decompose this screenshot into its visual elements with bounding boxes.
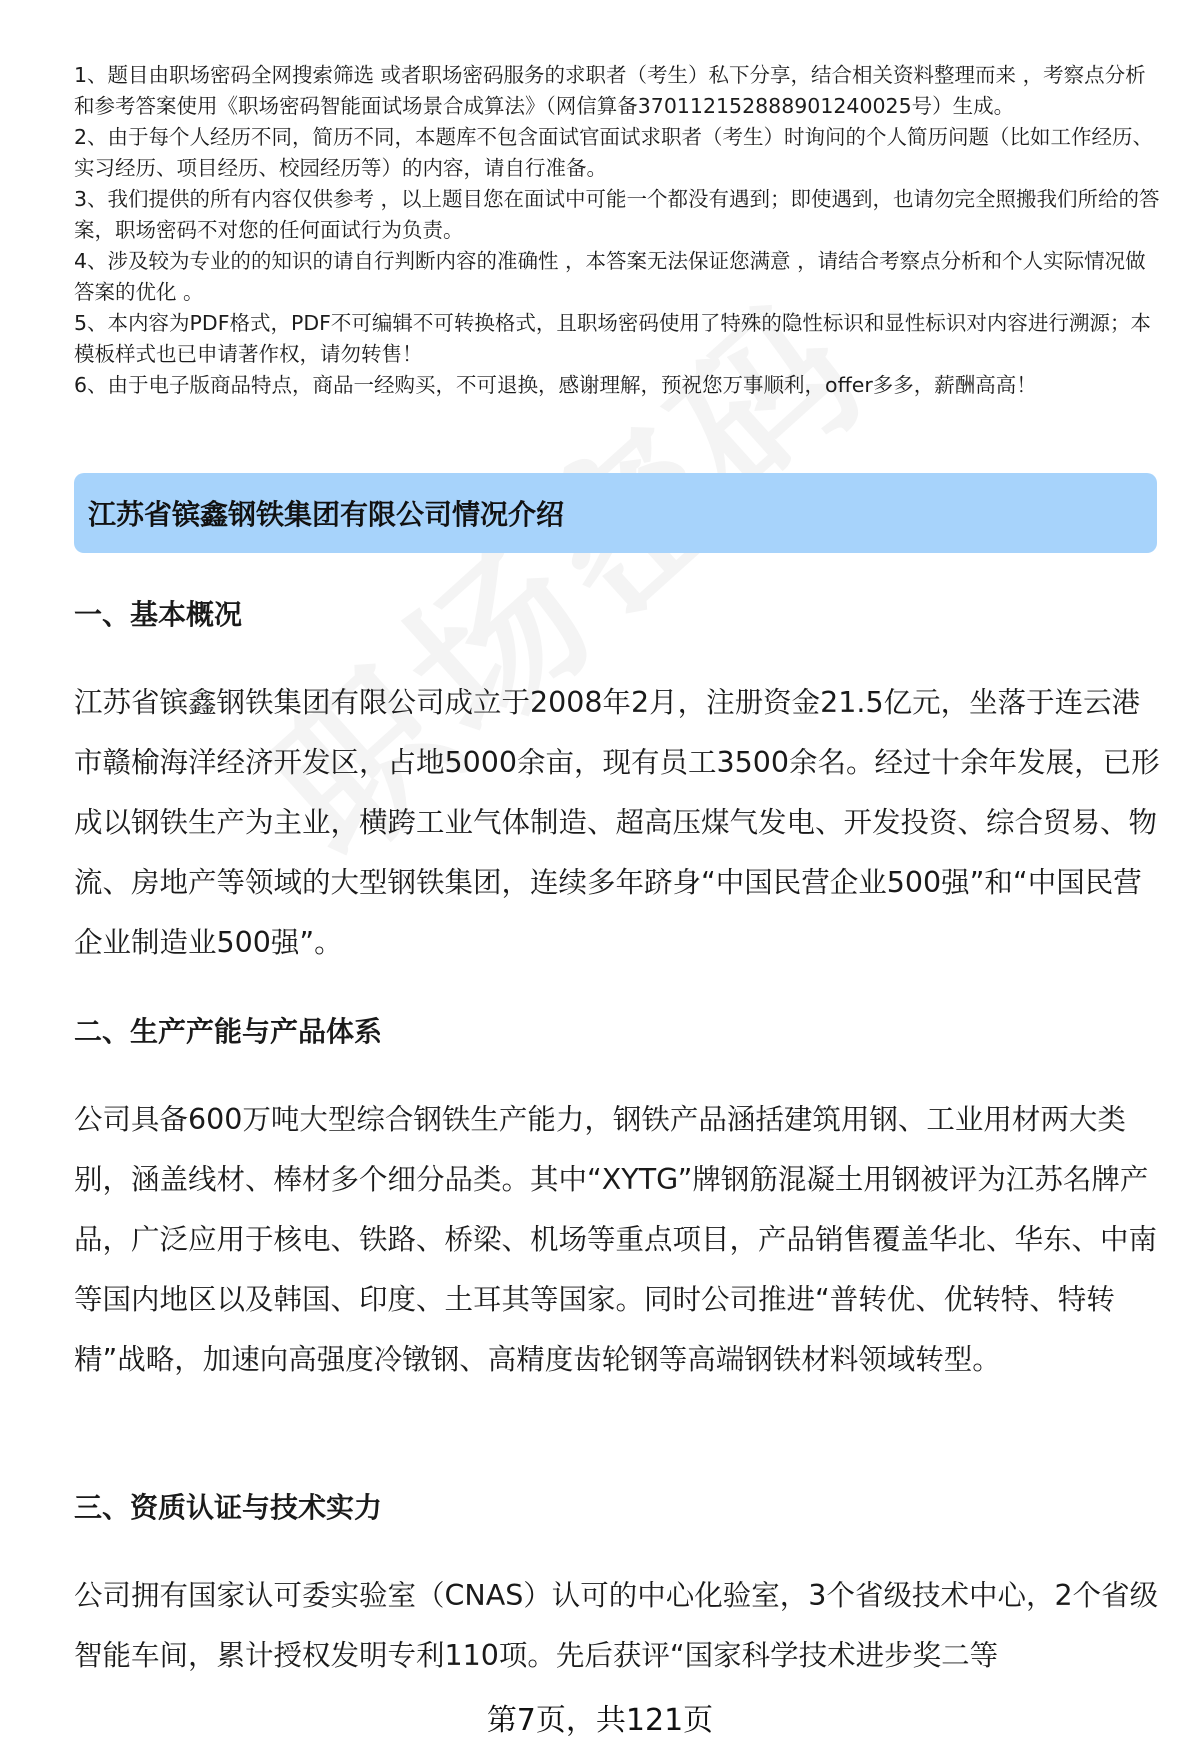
section-heading-overview: 一、基本概况 (74, 598, 243, 631)
section-body-certification: 公司拥有国家认可委实验室（CNAS）认可的中心化验室，3个省级技术中心，2个省级智能车间，累计授权发明专利110项。先后获评“国家科学技术进步奖二等 (74, 1579, 1159, 1672)
page-number: 第7页，共121页 (486, 1703, 714, 1738)
notice-item: 5、本内容为PDF格式，PDF不可编辑不可转换格式，且职场密码使用了特殊的隐性标识和显性标识对内容进行溯源；本模板样式也已申请著作权，请勿转售！ (74, 311, 1151, 366)
section-body-capacity: 公司具备600万吨大型综合钢铁生产能力，钢铁产品涵括建筑用钢、工业用材两大类别，涵盖线材、棒材多个细分品类。其中“XYTG”牌钢筋混凝土用钢被评为江苏名牌产品，广泛应用于核电、铁路、桥梁、机场等重点项目，产品销售覆盖华北、华东、中南等国内地区以及韩国、印度、土耳其等国家。同时公司推进“普转优、优转特、特转精”战略，加速向高强度冷镦钢、高精度齿轮钢等高端钢铁材料领域转型。 (74, 1103, 1158, 1376)
section-banner (74, 473, 1157, 553)
notice-item: 6、由于电子版商品特点，商品一经购买，不可退换，感谢理解，预祝您万事顺利，offer多多，薪酬高高！ (74, 373, 1037, 397)
notice-item: 1、题目由职场密码全网搜索筛选 或者职场密码服务的求职者（考生）私下分享，结合相关资料整理而来 ，考察点分析和参考答案使用《职场密码智能面试场景合成算法》（网信算备370112152888901240025号）生成。 (74, 63, 1146, 118)
notice-item: 3、我们提供的所有内容仅供参考 ，以上题目您在面试中可能一个都没有遇到；即使遇到，也请勿完全照搬我们所给的答案，职场密码不对您的任何面试行为负责。 (74, 187, 1160, 242)
section-heading-certification: 三、资质认证与技术实力 (74, 1491, 383, 1524)
notice-item: 2、由于每个人经历不同，简历不同，本题库不包含面试官面试求职者（考生）时询问的个人简历问题（比如工作经历、实习经历、项目经历、校园经历等）的内容，请自行准备。 (74, 125, 1154, 180)
section-heading-capacity: 二、生产产能与产品体系 (74, 1015, 383, 1048)
banner-title: 江苏省镔鑫钢铁集团有限公司情况介绍 (88, 498, 565, 531)
notice-item: 4、涉及较为专业的的知识的请自行判断内容的准确性 ，本答案无法保证您满意 ，请结合考察点分析和个人实际情况做答案的优化 。 (74, 249, 1146, 304)
section-body-overview: 江苏省镔鑫钢铁集团有限公司成立于2008年2月，注册资金21.5亿元，坐落于连云港市赣榆海洋经济开发区，占地5000余亩，现有员工3500余名。经过十余年发展，已形成以钢铁生产为主业，横跨工业气体制造、超高压煤气发电、开发投资、综合贸易、物流、房地产等领域的大型钢铁集团，连续多年跻身“中国民营企业500强”和“中国民营企业制造业500强”。 (74, 686, 1160, 959)
disclaimer-notices (74, 60, 1160, 401)
